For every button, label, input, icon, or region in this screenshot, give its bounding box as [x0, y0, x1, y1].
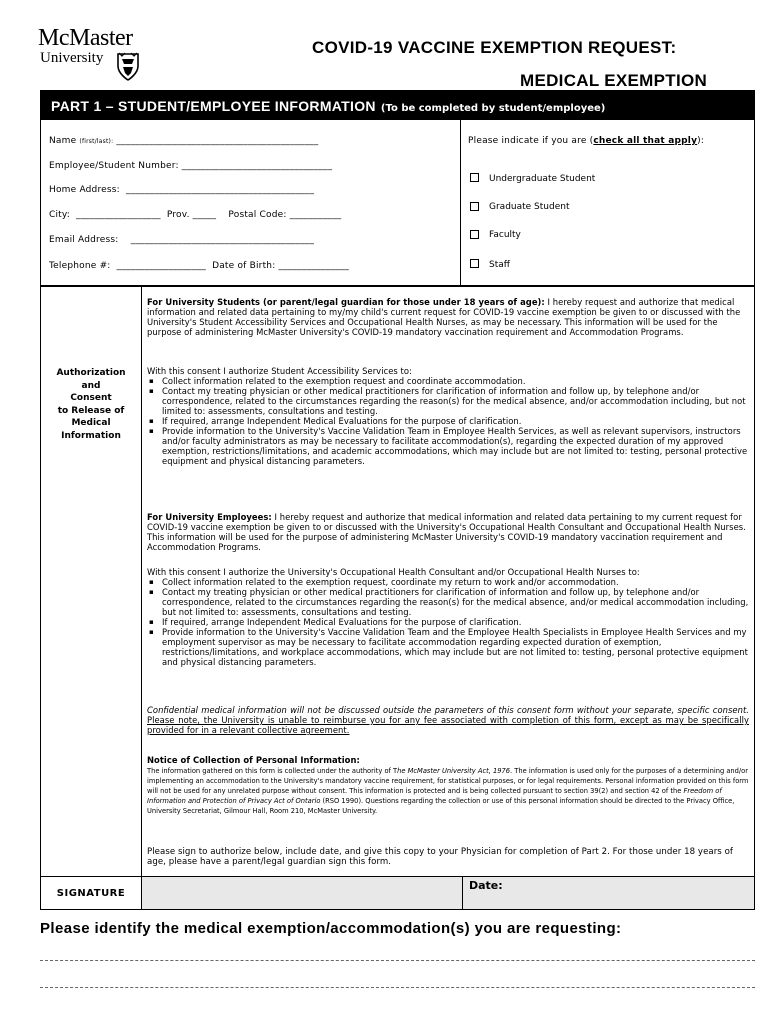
- date-label: Date:: [469, 879, 503, 892]
- checkbox-label: Faculty: [489, 230, 521, 240]
- part1-subtitle: (To be completed by student/employee): [380, 103, 606, 114]
- answer-line-1[interactable]: [40, 960, 755, 961]
- confidentiality-note: Confidential medical information will not be discussed outside the parameters of this consent form without your separate, specific consent. Please note, the University is unable to reimburse you for any fee associated with completion of this form, except as may be specifically provided for in a relevant collective agreement.: [147, 705, 749, 736]
- list-item: ▪ Contact my treating physician or other medical practitioners for clarification of information and follow up, by telephone and/or correspondence, related to the circumstances regarding the reason(s) for the medical absence, and/or accommodation including, but not limited to: assessments, consultations and testing.: [162, 386, 749, 416]
- employees-authorization: With this consent I authorize the University's Occupational Health Consultant and/or Occupational Health Nurses to: ▪ Collect information related to the exemption request, coordinate my return to work and/or accommodation. ▪ Contact my treating physician or other medical practitioners for clarification of information and follow up, by telephone and/or correspondence, related to the circumstances regarding the reason(s) for the medical absence, and/or medical accommodation including, but not limited to: assessments, consultations and testing. ▪ If required, arrange Independent Medical Evaluations for the purpose of clarification. ▪ Provide information to the University's Vaccine Validation Team and the Employee Health Specialists in Employee Health Services and my employment supervisor as may be necessary to facilitate accommodation regarding expected duration of exemption, restrictions/limitations, and workplace accommodations, which may include but are not limited to: testing, personal protective equipment and physical distancing parameters.: [147, 567, 749, 667]
- logo-subtitle: University: [40, 50, 104, 66]
- list-item: ▪ If required, arrange Independent Medical Evaluations for the purpose of clarification.: [162, 617, 749, 627]
- checkbox-undergraduate[interactable]: [470, 173, 479, 182]
- list-item: ▪ Provide information to the University's Vaccine Validation Team and the Employee Health Specialists in Employee Health Services and my employment supervisor as may be necessary to facilitate accommodation regarding expected duration of exemption, restrictions/limitations, and workplace accommodations, which may include but are not limited to: testing, personal protective equipment and physical distancing parameters.: [162, 627, 749, 667]
- list-item: ▪ If required, arrange Independent Medical Evaluations for the purpose of clarification.: [162, 416, 749, 426]
- list-item: ▪ Provide information to the University's Vaccine Validation Team in Employee Health Services, as well as relevant supervisors, instructors and/or faculty administrators as may be necessary to facilitate accommodation(s), regarding the expected duration of my approved exemption, restrictions/limitations, and academic accommodations, which may include but are not limited to: testing, personal protective equipment and physical distancing parameters.: [162, 426, 749, 466]
- list-item: ▪ Collect information related to the exemption request and coordinate accommodation.: [162, 376, 749, 386]
- employee-number-field[interactable]: Employee/Student Number: ________________________________: [49, 161, 333, 171]
- employees-consent-paragraph: For University Employees: I hereby request and authorize that medical information and related data pertaining to my current request for COVID-19 vaccine exemption be given to or discussed with the University's Occupational Health Consultant and Occupational Health Nurses. This information will be used for the purpose of administering McMaster University's COVID-19 mandatory vaccination requirement and Accommodation Programs.: [147, 512, 746, 553]
- form-title: COVID-19 VACCINE EXEMPTION REQUEST:: [312, 38, 677, 57]
- consent-section: [40, 286, 755, 877]
- info-divider: [460, 120, 461, 286]
- crest-icon: [116, 52, 140, 82]
- city-field[interactable]: City: __________________ Prov. _____ Postal Code: ___________: [49, 210, 342, 220]
- form-subtitle: MEDICAL EXEMPTION: [520, 71, 708, 90]
- checkbox-faculty[interactable]: [470, 230, 479, 239]
- student-info-section: [40, 119, 755, 286]
- logo-wordmark: McMaster: [38, 25, 133, 51]
- notice-body: The information gathered on this form is collected under the authority of The McMaster University Act, 1976. The information is used only for the purposes of a determining and/or implementing an accommodation to the University's mandatory vaccine requirement, for statistical purposes, or for legal requirements. Personal information provided on this form will not be used for any unrelated purpose without consent. This information is protected and is being collected pursuant to section 39(2) and section 42 of the Freedom of Information and Protection of Privacy Act of Ontario (RSO 1990). Questions regarding the collection or use of this personal information should be directed to the Privacy Office, University Secretariat, Gilmour Hall, Room 210, McMaster University.: [147, 767, 749, 815]
- consent-side-label: Authorization and Consent to Release of Medical Information: [56, 368, 126, 441]
- name-field[interactable]: Name (first/last): ___________________________________________: [49, 136, 319, 146]
- home-address-field[interactable]: Home Address: ________________________________________: [49, 185, 315, 195]
- signature-field[interactable]: [142, 877, 462, 909]
- part1-title: PART 1 – STUDENT/EMPLOYEE INFORMATION: [51, 98, 376, 114]
- exemption-question: Please identify the medical exemption/accommodation(s) you are requesting:: [40, 920, 622, 937]
- email-field[interactable]: Email Address: _______________________________________: [49, 235, 315, 245]
- checkbox-graduate[interactable]: [470, 202, 479, 211]
- students-consent-paragraph: For University Students (or parent/legal guardian for those under 18 years of age): I hereby request and authorize that medical information and related data pertaining to my/my child's current request for COVID-19 vaccine exemption be given to or discussed with the University's Student Accessibility Services and Occupational Health Nurses, as may be necessary. This information will be used for the purpose of administering McMaster University's COVID-19 mandatory vaccination requirement and Accommodation Programs.: [147, 297, 741, 338]
- consent-divider: [141, 287, 142, 877]
- sign-instructions: Please sign to authorize below, include date, and give this copy to your Physician for completion of Part 2. For those under 18 years of age, please have a parent/legal guardian sign this form.: [147, 847, 733, 868]
- students-authorization: With this consent I authorize Student Accessibility Services to: ▪ Collect information related to the exemption request and coordinate accommodation. ▪ Contact my treating physician or other medical practitioners for clarification of information and follow up, by telephone and/or correspondence, related to the circumstances regarding the reason(s) for the medical absence, and/or accommodation including, but not limited to: assessments, consultations and testing. ▪ If required, arrange Independent Medical Evaluations for the purpose of clarification. ▪ Provide information to the University's Vaccine Validation Team in Employee Health Services, as well as relevant supervisors, instructors and/or faculty administrators as may be necessary to facilitate accommodation(s), regarding the expected duration of my approved exemption, restrictions/limitations, and academic accommodations, which may include but are not limited to: testing, personal protective equipment and physical distancing parameters.: [147, 366, 749, 466]
- checkbox-label: Graduate Student: [489, 202, 570, 212]
- signature-label: SIGNATURE: [56, 887, 126, 899]
- checkbox-label: Staff: [489, 260, 510, 270]
- checkbox-label: Undergraduate Student: [489, 174, 596, 184]
- signature-row: [40, 876, 755, 910]
- telephone-dob-field[interactable]: Telephone #: ___________________ Date of Birth: _______________: [49, 261, 349, 271]
- part1-header-bar: [40, 90, 755, 119]
- list-item: ▪ Contact my treating physician or other medical practitioners for clarification of information and follow up, by telephone and/or correspondence, related to the circumstances regarding the reason(s) for the medical absence, and/or medical accommodation including, but not limited to: assessments, consultations and testing.: [162, 587, 749, 617]
- checkbox-staff[interactable]: [470, 259, 479, 268]
- list-item: ▪ Collect information related to the exemption request, coordinate my return to work and/or accommodation.: [162, 577, 749, 587]
- indicate-instruction: Please indicate if you are (check all that apply):: [468, 136, 705, 146]
- answer-line-2[interactable]: [40, 987, 755, 988]
- date-field[interactable]: [463, 877, 754, 909]
- notice-heading: Notice of Collection of Personal Information:: [147, 755, 360, 765]
